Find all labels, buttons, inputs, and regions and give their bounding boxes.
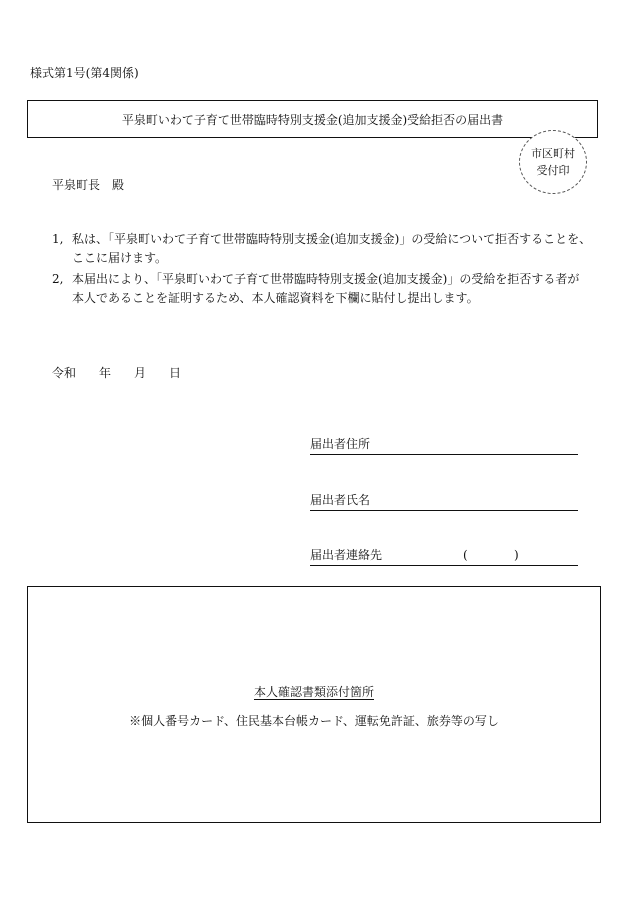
date-day-field[interactable]: 日 <box>169 366 182 380</box>
item-number: 2, <box>52 272 64 286</box>
id-document-title-text: 本人確認書類添付箇所 <box>253 685 374 699</box>
paren-close: ) <box>514 548 519 562</box>
item-text-line-2: 本人であることを証明するため、本人確認資料を下欄に貼付し提出します。 <box>72 291 479 305</box>
id-document-title <box>27 683 601 700</box>
form-title: 平泉町いわて子育て世帯臨時特別支援金(追加支援金)受給拒否の届出書 <box>121 112 504 127</box>
statement-item-1 <box>52 230 592 270</box>
item-text-line-1: 私は、「平泉町いわて子育て世帯臨時特別支援金(追加支援金)」の受給について拒否することを、 <box>72 232 592 246</box>
date-month-field[interactable]: 月 <box>134 366 147 380</box>
form-number: 様式第1号(第4関係) <box>30 66 139 80</box>
date-line <box>52 364 181 381</box>
applicant-address-label: 届出者住所 <box>310 437 371 451</box>
applicant-contact-label: 届出者連絡先 <box>310 548 383 562</box>
item-text-line-2: ここに届けます。 <box>72 251 168 265</box>
id-document-note: ※個人番号カード、住民基本台帳カード、運転免許証、旅券等の写し <box>129 714 499 728</box>
stamp-line-2: 受付印 <box>536 164 570 177</box>
applicant-name-field[interactable] <box>310 492 578 511</box>
item-number: 1, <box>52 232 64 246</box>
id-document-attachment-box <box>27 586 601 823</box>
form-title-box <box>27 100 598 138</box>
stamp-line-1: 市区町村 <box>531 147 575 160</box>
reception-stamp-circle <box>519 130 587 194</box>
date-year-field[interactable]: 年 <box>99 366 112 380</box>
paren-open: ( <box>463 548 468 562</box>
applicant-address-field[interactable] <box>310 436 578 455</box>
applicant-name-label: 届出者氏名 <box>310 493 371 507</box>
statement-item-2 <box>52 270 592 310</box>
applicant-contact-field[interactable] <box>310 547 578 566</box>
date-era: 令和 <box>52 366 77 380</box>
addressee: 平泉町長 殿 <box>52 178 125 192</box>
item-text-line-1: 本届出により、「平泉町いわて子育て世帯臨時特別支援金(追加支援金)」の受給を拒否する者が <box>72 272 580 286</box>
